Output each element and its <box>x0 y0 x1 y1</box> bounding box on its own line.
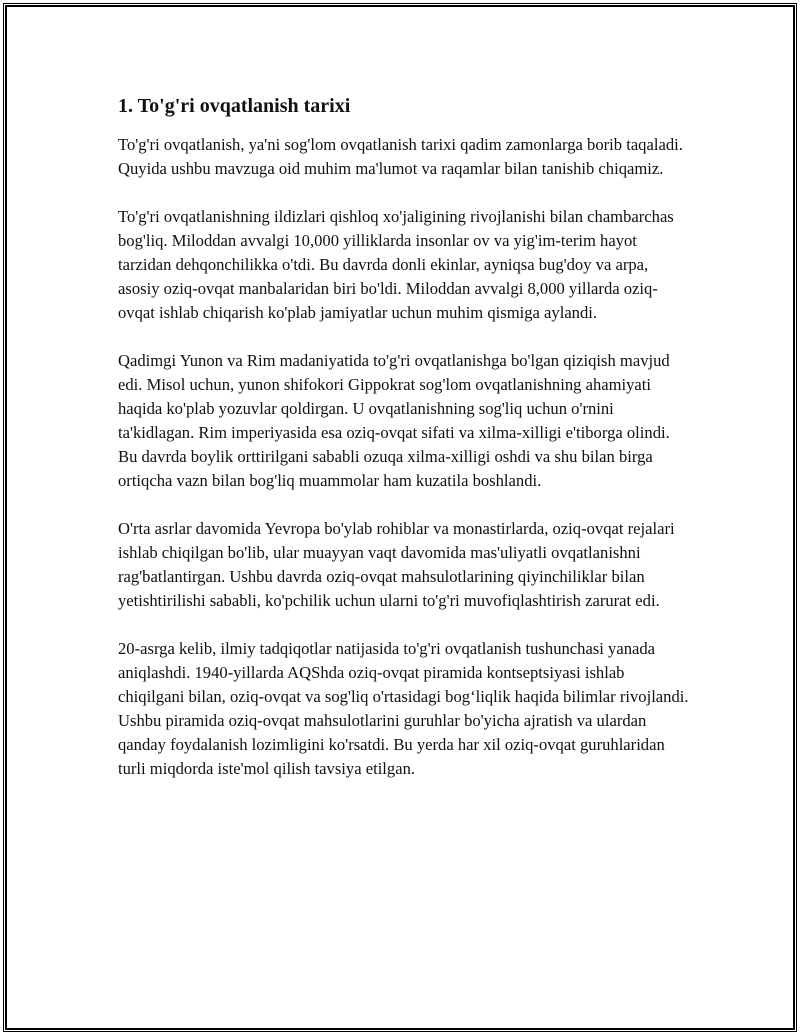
paragraph-intro: To'g'ri ovqatlanish, ya'ni sog'lom ovqatlanish tarixi qadim zamonlarga borib taqaladi. Quyida ushbu mavzuga oid muhim ma'lumot va raqamlar bilan tanishib chiqamiz. <box>118 135 683 178</box>
section-heading: 1. To'g'ri ovqatlanish tarixi <box>118 95 351 117</box>
paragraph-agriculture: To'g'ri ovqatlanishning ildizlari qishloq xo'jaligining rivojlanishi bilan chambarchas bog'liq. Miloddan avvalgi 10,000 yilliklarda insonlar ov va yig'im-terim hayot tarzidan dehqonchilikka o'tdi. Bu davrda donli ekinlar, ayniqsa bug'doy va arpa, asosiy oziq-ovqat manbalaridan biri bo'ldi. Miloddan avvalgi 8,000 yillarda oziq-ovqat ishlab chiqarish ko'plab jamiyatlar uchun muhim qismiga aylandi. <box>118 207 674 322</box>
paragraph-20th-century: 20-asrga kelib, ilmiy tadqiqotlar natijasida to'g'ri ovqatlanish tushunchasi yanada aniqlashdi. 1940-yillarda AQShda oziq-ovqat piramida kontseptsiyasi ishlab chiqilgani bilan, oziq-ovqat va sog'liq o'rtasidagi bog‘liqlik haqida bilimlar rivojlandi. Ushbu piramida oziq-ovqat mahsulotlarini guruhlar bo'yicha ajratish va ulardan qanday foydalanish lozimligini ko'rsatdi. Bu yerda har xil oziq-ovqat guruhlaridan turli miqdorda iste'mol qilish tavsiya etilgan. <box>118 639 689 778</box>
paragraph-middle-ages: O'rta asrlar davomida Yevropa bo'ylab rohiblar va monastirlarda, oziq-ovqat rejalari ishlab chiqilgan bo'lib, ular muayyan vaqt davomida mas'uliyatli ovqatlanishni rag'batlantirgan. Ushbu davrda oziq-ovqat mahsulotlarining qiyinchiliklar bilan yetishtirilishi sababli, ko'pchilik uchun ularni to'g'ri muvofiqlashtirish zarurat edi. <box>118 519 675 610</box>
paragraph-greece-rome: Qadimgi Yunon va Rim madaniyatida to'g'ri ovqatlanishga bo'lgan qiziqish mavjud edi. Misol uchun, yunon shifokori Gippokrat sog'lom ovqatlanishning ahamiyati haqida ko'plab yozuvlar qoldirgan. U ovqatlanishning sog'liq uchun o'rnini ta'kidlagan. Rim imperiyasida esa oziq-ovqat sifati va xilma-xilligi e'tiborga olindi. Bu davrda boylik orttirilgani sababli ozuqa xilma-xilligi oshdi va shu bilan birga ortiqcha vazn bilan bog'liq muammolar ham kuzatila boshlandi. <box>118 351 670 490</box>
document-body <box>118 93 693 805</box>
